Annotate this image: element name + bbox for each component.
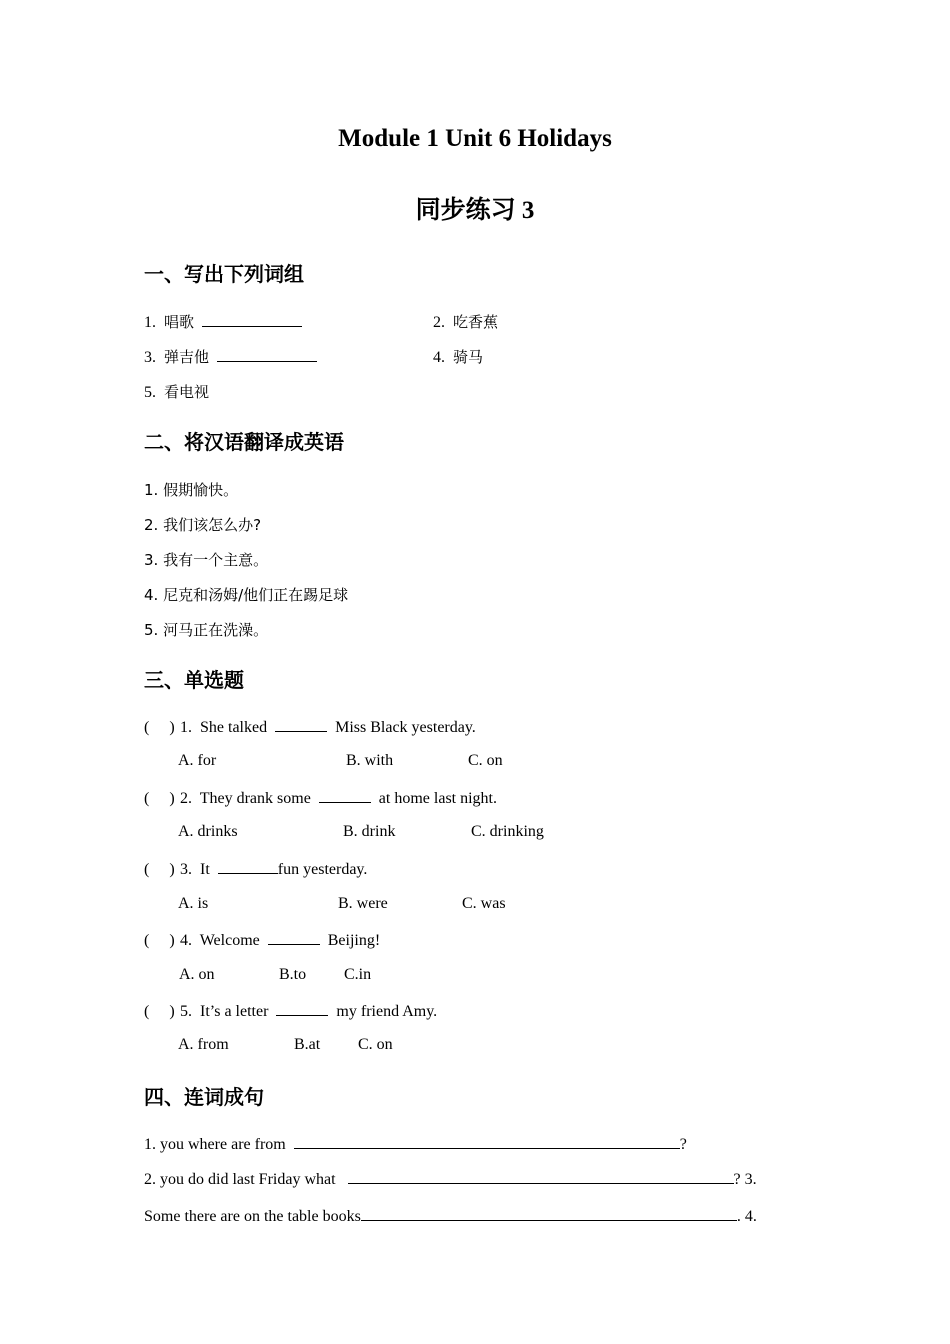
section-heading-order: 四、连词成句 — [144, 1085, 264, 1109]
phrase-number: 2. — [433, 314, 445, 331]
option-b[interactable]: B. with — [346, 752, 394, 769]
answer-bracket[interactable]: ( ) — [144, 932, 175, 949]
option-a[interactable]: A. from — [178, 1036, 229, 1053]
question-text-after: Beijing! — [327, 932, 381, 949]
translate-item — [144, 549, 268, 570]
phrase-text: 吃香蕉 — [453, 313, 499, 331]
question-number: 2. — [180, 790, 192, 807]
question-number: 4. — [180, 932, 192, 949]
answer-blank[interactable] — [361, 1206, 737, 1221]
answer-blank[interactable] — [275, 717, 327, 732]
option-c[interactable]: C. on — [468, 752, 503, 769]
phrase-text: 骑马 — [453, 348, 484, 366]
answer-blank[interactable] — [348, 1169, 734, 1184]
page-subtitle: 同步练习 3 — [415, 197, 535, 224]
answer-blank[interactable] — [319, 788, 371, 803]
translate-text: 5. 河马正在洗澡。 — [144, 621, 269, 639]
phrase-number: 3. — [144, 349, 156, 366]
option-b[interactable]: B.at — [294, 1036, 321, 1053]
section-heading-translate: 二、将汉语翻译成英语 — [144, 430, 344, 454]
question-row — [144, 859, 367, 879]
order-end: . 4. — [736, 1208, 757, 1225]
question-text-after: my friend Amy. — [336, 1003, 438, 1020]
phrase-item — [433, 311, 498, 332]
translate-item — [144, 619, 268, 640]
phrase-text: 看电视 — [164, 383, 210, 401]
question-row — [144, 717, 476, 737]
question-number: 3. — [180, 861, 192, 878]
question-text-after: at home last night. — [378, 790, 497, 807]
answer-blank[interactable] — [202, 312, 302, 327]
option-c[interactable]: C. drinking — [471, 823, 544, 840]
order-end: ? 3. — [733, 1171, 757, 1188]
question-row — [144, 1001, 437, 1021]
order-item — [144, 1169, 757, 1189]
phrase-text: 弹吉他 — [164, 348, 210, 366]
option-c[interactable]: C.in — [344, 966, 372, 983]
question-row — [144, 930, 380, 950]
answer-blank[interactable] — [218, 859, 278, 874]
option-a[interactable]: A. is — [178, 895, 209, 912]
question-row — [144, 788, 497, 808]
question-text-before: She talked — [200, 719, 268, 736]
translate-text: 2. 我们该怎么办? — [144, 516, 262, 534]
phrase-item — [433, 346, 483, 367]
question-text-before: It’s a letter — [200, 1003, 269, 1020]
question-text-before: It — [200, 861, 210, 878]
answer-blank[interactable] — [268, 930, 320, 945]
translate-item — [144, 479, 238, 500]
option-b[interactable]: B. were — [338, 895, 388, 912]
question-text-after: fun yesterday. — [277, 861, 368, 878]
phrase-number: 1. — [144, 314, 156, 331]
answer-bracket[interactable]: ( ) — [144, 1003, 175, 1020]
phrase-text: 唱歌 — [164, 313, 195, 331]
order-item — [144, 1134, 687, 1154]
phrase-item — [144, 346, 317, 367]
option-a[interactable]: A. on — [179, 966, 215, 983]
phrase-item — [144, 381, 209, 402]
question-text-before: They drank some — [199, 790, 311, 807]
order-words: 1. you where are from — [144, 1136, 286, 1153]
answer-blank[interactable] — [276, 1001, 328, 1016]
section-heading-phrases: 一、写出下列词组 — [144, 262, 304, 286]
answer-blank[interactable] — [217, 347, 317, 362]
section-heading-choice: 三、单选题 — [144, 668, 244, 692]
question-text-before: Welcome — [199, 932, 260, 949]
translate-text: 1. 假期愉快。 — [144, 481, 239, 499]
question-text-after: Miss Black yesterday. — [335, 719, 476, 736]
phrase-number: 5. — [144, 384, 156, 401]
order-words: 2. you do did last Friday what — [144, 1171, 336, 1188]
phrase-number: 4. — [433, 349, 445, 366]
translate-item — [144, 514, 261, 535]
answer-bracket[interactable]: ( ) — [144, 790, 175, 807]
option-c[interactable]: C. on — [358, 1036, 393, 1053]
option-a[interactable]: A. for — [178, 752, 217, 769]
order-item — [144, 1206, 757, 1226]
answer-blank[interactable] — [294, 1134, 680, 1149]
question-number: 1. — [180, 719, 192, 736]
answer-bracket[interactable]: ( ) — [144, 719, 175, 736]
option-c[interactable]: C. was — [462, 895, 506, 912]
question-number: 5. — [180, 1003, 192, 1020]
order-end: ? — [679, 1136, 687, 1153]
page-title: Module 1 Unit 6 Holidays — [338, 125, 612, 152]
order-words: Some there are on the table books — [144, 1208, 361, 1225]
option-b[interactable]: B.to — [279, 966, 307, 983]
phrase-item — [144, 311, 302, 332]
answer-bracket[interactable]: ( ) — [144, 861, 175, 878]
option-b[interactable]: B. drink — [343, 823, 396, 840]
translate-text: 3. 我有一个主意。 — [144, 551, 269, 569]
translate-text: 4. 尼克和汤姆/他们正在踢足球 — [144, 586, 349, 604]
option-a[interactable]: A. drinks — [178, 823, 238, 840]
translate-item — [144, 584, 348, 605]
